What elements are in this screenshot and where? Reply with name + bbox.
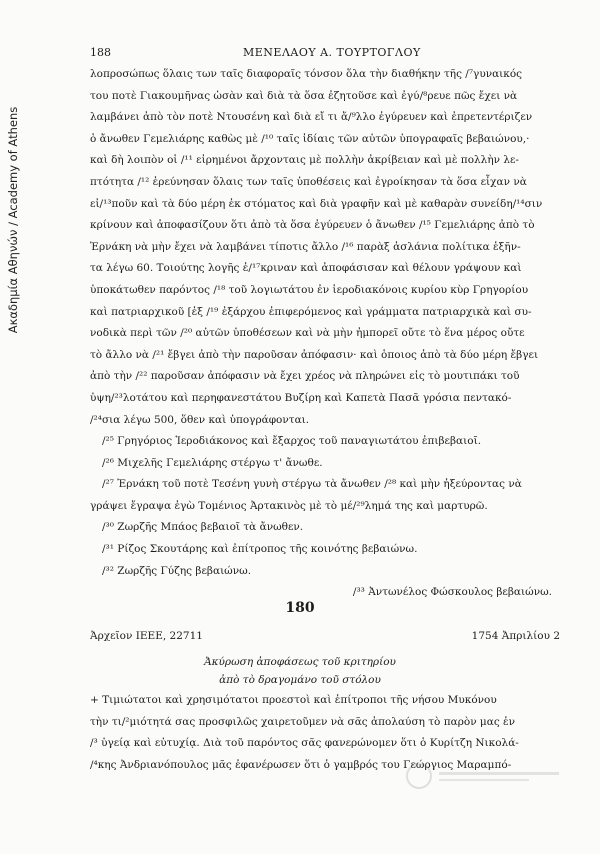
text-line: /²⁴σια λέγω 500, ὅθεν καὶ ὑπογράφονται. xyxy=(90,413,310,426)
side-watermark xyxy=(2,40,24,400)
signature-line: /²⁶ Μιχελῆς Γεμελιάρης στέργω τ' ἄνωθε. xyxy=(102,456,323,469)
text-line: /⁴κης Ἀνδριανόπουλος μᾶς ἐφανέρωσεν ὅτι ὁ γαμβρός του Γεώργιος Μαραμπό- xyxy=(90,758,512,771)
running-head: ΜΕΝΕΛΑΟΥ Α. ΤΟΥΡΤΟΓΛΟΥ xyxy=(243,46,421,59)
final-signature: /³³ Ἀντωνέλος Φώσκουλος βεβαιώνω. xyxy=(352,586,552,599)
text-line: /³ ὑγείᾳ καὶ εὐτυχίᾳ. Διὰ τοῦ παρόντος σᾶς φανερώνομεν ὅτι ὁ Κυρίτζη Νικολά- xyxy=(90,737,519,750)
signature-line: /³² Ζωρζῆς Γύζης βεβαιώνω. xyxy=(102,564,252,577)
text-line: λοπροσώπως ὅλαις των ταῖς διαφοραῖς τόνσον ὅλα τὴν διαθήκην τῆς /⁷γυναικός xyxy=(90,68,523,80)
signature-line: γράψει ἔγραψα ἐγὼ Τομένιος Ἀρτακινὸς μὲ τὸ μέ/²⁹λημά της καὶ μαρτυρῶ. xyxy=(90,499,488,512)
text-line: τὴν τι/²μιότητά σας προσφιλῶς χαιρετοῦμεν νὰ σᾶς ἀπολαύση τὸ παρὸν μας ἐν xyxy=(90,715,516,728)
text-line: λαμβάνει ἀπὸ τὸν ποτὲ Ντουσένη καὶ διὰ εἴ τι ἄ/⁹λλο ἐγύρευεν καὶ ἐπρετεντέριζεν xyxy=(90,111,533,124)
text-line: εἰ/¹³ποῦν καὶ τὰ δύο μέρη ἐκ στόματος καὶ διὰ γραφῆν καὶ μὲ καθαρὰν συνείδη/¹⁴σιν xyxy=(90,197,543,210)
signature-line: /²⁵ Γρηγόριος Ἱεροδιάκονος καὶ ἔξαρχος τοῦ παναγιωτάτου ἐπιβεβαιοῖ. xyxy=(102,435,482,448)
document-subtitle: ἀπὸ τὸ δραγομάνο τοῦ στόλου xyxy=(219,674,381,686)
page-number: 188 xyxy=(90,46,111,59)
document-title: Ἀκύρωση ἀποφάσεως τοῦ κριτηρίου xyxy=(204,656,396,668)
signature-line: /³⁰ Ζωρζῆς Μπάος βεβαιοῖ τὰ ἄνωθεν. xyxy=(102,521,304,534)
document-date: 1754 Ἀπριλίου 2 xyxy=(471,630,560,642)
text-line: ἀπὸ τὴν /²² παροῦσαν ἀπόφασιν νὰ ἔχει χρέος νὰ πληρώνει εἰς τὸ μουτιπάκι τοῦ xyxy=(90,370,520,383)
text-line: Ἐρνάκη νὰ μὴν ἔχει νὰ λαμβάνει τίποτις ἄλλο /¹⁶ παρὰξ ἀσλάνια πολίτικα ἑξῆν- xyxy=(90,240,521,253)
text-line: καὶ πατριαρχικοῦ [ἐξ /¹⁹ ἐξάρχου ἐπιφερόμενος καὶ γράμματα πατριαρχικὰ καὶ συ- xyxy=(90,305,532,318)
text-line: καὶ δὴ λοιπὸν οἱ /¹¹ εἰρημένοι ἄρχονταις μὲ πολλὴν ἀκρίβειαν καὶ μὲ πολλὴν λε- xyxy=(90,154,519,167)
text-line: κρίνουν καὶ ἀποφασίζουν ὅτι ἀπὸ τὰ ὅσα ἐγύρευεν ὁ ἄνωθεν /¹⁵ Γεμελιάρης ἀπὸ τὸ xyxy=(90,219,535,232)
text-line: ὑψη/²³λοτάτου καὶ περηφανεστάτου Βυζίρη καὶ Καπετὰ Πασᾶ γρόσια πεντακό- xyxy=(90,391,512,404)
side-watermark-text: Ακαδημία Αθηνών / Academy of Athens xyxy=(6,106,20,334)
text-line: του ποτὲ Γιακουμῆνας ὡσὰν καὶ διὰ τὰ ὅσα ἐζητοῦσε καὶ ἐγύ/⁸ρευε πῶς ἔχει νὰ xyxy=(90,89,518,102)
archive-reference: Ἀρχεῖον ΙΕΕΕ, 22711 xyxy=(90,630,203,642)
text-line: τα λέγω 60. Τοιούτης λογῆς ἐ/¹⁷κριναν καὶ ἀποφάσισαν καὶ θέλουν γράψουν καὶ xyxy=(90,262,522,275)
document-body xyxy=(90,64,558,604)
text-line: ὁ ἄνωθεν Γεμελιάρης καθὼς μὲ /¹⁰ ταῖς ἰδίαις τῶν αὐτῶν ὑπογραφαῖς βεβαιώνου,· xyxy=(90,132,530,145)
text-line: ὑποκάτωθεν παρόντος /¹⁸ τοῦ λογιωτάτου ἐν ἱεροδιακόνοις κυρίου κὺρ Γρηγορίου xyxy=(90,283,529,296)
text-line: νοδικὰ περὶ τῶν /²⁰ αὐτῶν ὑποθέσεων καὶ νὰ μὴν ἠμπορεῖ οὔτε τὸ ἕνα μέρος οὔτε xyxy=(90,327,525,340)
signature-line: /²⁷ Ἐρνάκη τοῦ ποτὲ Τεσένη γυνὴ στέργω τὰ ἄνωθεν /²⁸ καὶ μὴν ἠξεύροντας νὰ xyxy=(102,478,522,491)
document-number: 180 xyxy=(285,600,315,616)
text-line: πτότητα /¹² ἐρεύνησαν ὅλαις των ταῖς ὑποθέσεις καὶ ἐγροίκησαν τὰ ὅσα εἶχαν νὰ xyxy=(90,175,527,188)
text-line: + Τιμιώτατοι καὶ χρησιμότατοι προεστοὶ καὶ ἐπίτροποι τῆς νήσου Μυκόνου xyxy=(90,694,497,706)
signature-line: /³¹ Ρίζος Σκουτάρης καὶ ἐπίτροπος τῆς κοινότης βεβαιώνω. xyxy=(102,543,418,556)
academy-watermark-logo xyxy=(405,758,565,794)
text-line: τὸ ἄλλο νὰ /²¹ ἔβγει ἀπὸ τὴν παροῦσαν ἀπόφασιν· καὶ ὁποιος ἀπὸ τὰ δύο μέρη ἔβγει xyxy=(90,348,539,361)
